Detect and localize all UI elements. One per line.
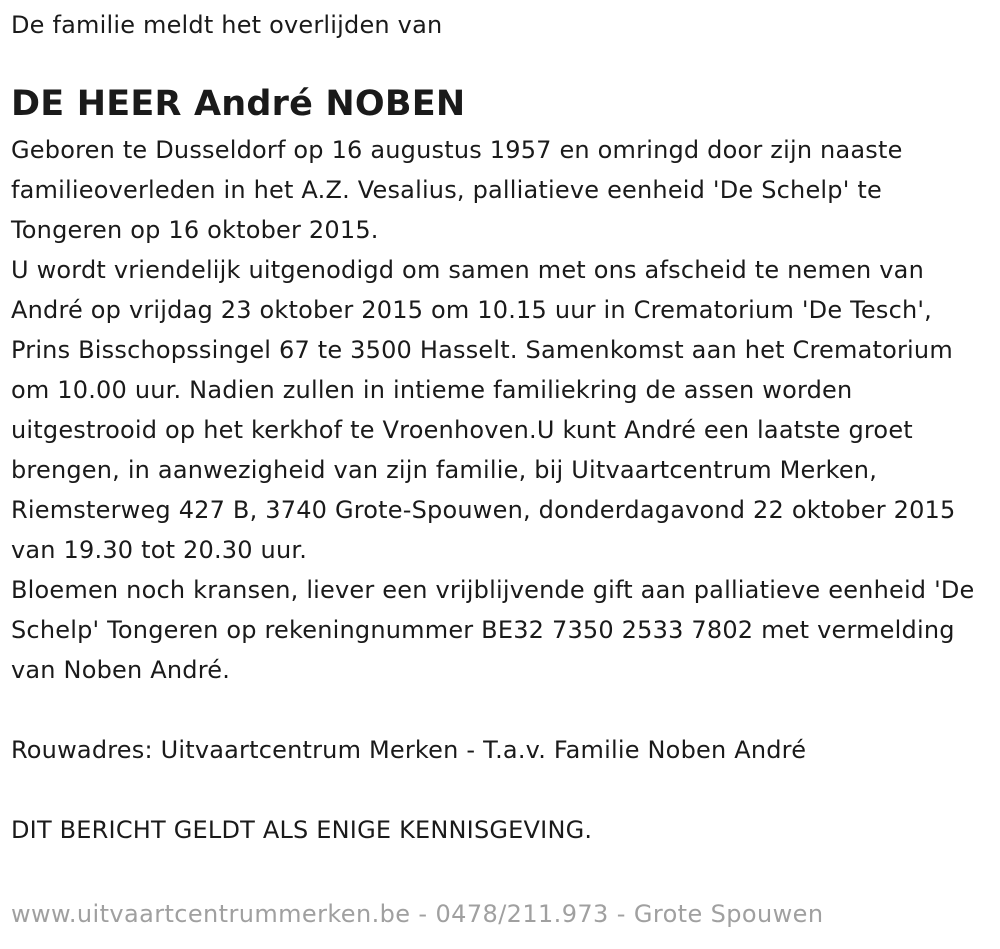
spacer xyxy=(11,690,991,730)
death-notice xyxy=(11,8,991,850)
paragraph-flowers: Bloemen noch kransen, liever een vrijblijvende gift aan palliatieve eenheid 'De Schelp' Tongeren op rekeningnummer BE32 7350 2533 7802 met vermelding van Noben André. xyxy=(11,576,975,684)
rouwadres: Rouwadres: Uitvaartcentrum Merken - T.a.v. Familie Noben André xyxy=(11,736,807,764)
footer-contact: www.uitvaartcentrummerken.be - 0478/211.973 - Grote Spouwen xyxy=(11,900,824,928)
paragraph-farewell: U wordt vriendelijk uitgenodigd om samen met ons afscheid te nemen van André op vrijdag 23 oktober 2015 om 10.15 uur in Crematorium 'De Tesch', Prins Bisschopssingel 67 te 3500 Hasselt. Samenkomst aan het Crematorium om 10.00 uur. Nadien zullen in intieme familiekring de assen worden uitgestrooid op het kerkhof te Vroenhoven.U kunt André een laatste groet brengen, in aanwezigheid van zijn familie, bij Uitvaartcentrum Merken, Riemsterweg 427 B, 3740 Grote-Spouwen, donderdagavond 22 oktober 2015 van 19.30 tot 20.30 uur. xyxy=(11,256,956,564)
closing-statement: DIT BERICHT GELDT ALS ENIGE KENNISGEVING. xyxy=(11,816,593,844)
spacer xyxy=(11,770,991,810)
paragraph-birth-death: Geboren te Dusseldorf op 16 augustus 1957 en omringd door zijn naaste familieoverleden in het A.Z. Vesalius, palliatieve eenheid 'De Schelp' te Tongeren op 16 oktober 2015. xyxy=(11,136,903,244)
notice-body xyxy=(11,130,991,850)
deceased-name: DE HEER André NOBEN xyxy=(11,84,466,124)
intro-line: De familie meldt het overlijden van xyxy=(11,11,443,39)
